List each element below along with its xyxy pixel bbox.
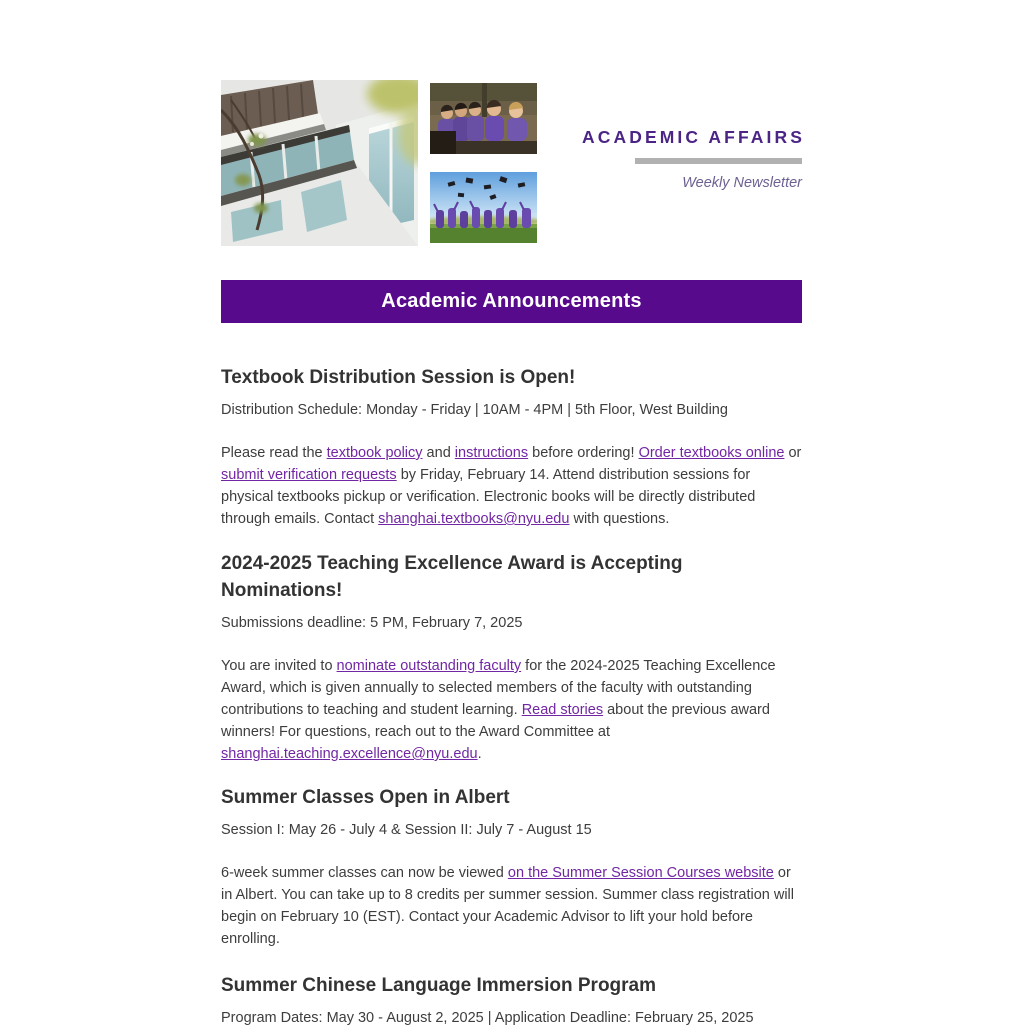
graduation-photo-art [430, 172, 537, 243]
section-meta: Program Dates: May 30 - August 2, 2025 | Application Deadline: February 25, 2025 [221, 1010, 754, 1026]
section-paragraph [221, 442, 802, 530]
brand-subtitle: Weekly Newsletter [682, 175, 802, 191]
inline-link[interactable]: shanghai.teaching.excellence@nyu.edu [221, 746, 478, 762]
section-heading: Textbook Distribution Session is Open! [221, 367, 576, 388]
text-segment: by Friday, February 14. Attend distribution sessions for physical textbooks pickup or verification. Electronic books will be directly distributed through emails. Contact [221, 467, 756, 527]
text-segment: 6-week summer classes can now be viewed [221, 865, 508, 881]
brand-block [540, 127, 805, 191]
brand-title: ACADEMIC AFFAIRS [582, 127, 805, 147]
inline-link[interactable]: Read stories [521, 702, 604, 718]
text-segment: . [477, 746, 482, 762]
text-segment: or in Albert. You can take up to 8 credits per summer session. Summer class registration will begin on February 10 (EST). Contact your Academic Advisor to lift your hold before enrolling. [221, 865, 795, 947]
text-segment: Please read the [221, 445, 327, 461]
inline-link[interactable]: instructions [454, 445, 529, 461]
students-photo-art [430, 83, 537, 154]
inline-link[interactable]: Order textbooks online [638, 445, 785, 461]
text-segment: with questions. [569, 511, 670, 527]
section-paragraph [221, 862, 802, 950]
inline-link[interactable]: shanghai.textbooks@nyu.edu [378, 511, 570, 527]
section-textbook-distribution [221, 364, 802, 530]
section-paragraph [221, 655, 802, 765]
building-photo-art [221, 80, 418, 246]
graduation-photo [430, 172, 537, 243]
inline-link[interactable]: textbook policy [326, 445, 423, 461]
inline-link[interactable]: on the Summer Session Courses website [507, 865, 774, 881]
section-heading: 2024-2025 Teaching Excellence Award is Accepting Nominations! [221, 553, 683, 601]
section-heading: Summer Chinese Language Immersion Program [221, 975, 657, 996]
section-meta: Session I: May 26 - July 4 & Session II: July 7 - August 15 [221, 822, 592, 838]
section-teaching-excellence-award [221, 550, 802, 765]
students-photo [430, 83, 537, 154]
text-segment: You are invited to [221, 658, 337, 674]
section-chinese-immersion [221, 972, 802, 1029]
text-segment: and [422, 445, 455, 461]
text-segment: before ordering! [528, 445, 639, 461]
text-segment: or [784, 445, 802, 461]
inline-link[interactable]: nominate outstanding faculty [336, 658, 522, 674]
brand-divider [635, 158, 802, 164]
section-meta: Distribution Schedule: Monday - Friday | 10AM - 4PM | 5th Floor, West Building [221, 402, 728, 418]
building-photo [221, 80, 418, 246]
announcements-banner [221, 280, 802, 323]
text-segment: about the previous award winners! For questions, reach out to the Award Committee at [221, 702, 770, 740]
banner-title: Academic Announcements [381, 290, 642, 312]
section-heading: Summer Classes Open in Albert [221, 787, 510, 808]
section-meta: Submissions deadline: 5 PM, February 7, 2025 [221, 615, 523, 631]
newsletter-content [221, 322, 802, 1029]
inline-link[interactable]: submit verification requests [221, 467, 397, 483]
section-summer-classes [221, 784, 802, 950]
text-segment: for the 2024-2025 Teaching Excellence Award, which is given annually to selected members of the faculty with outstanding contributions to teaching and student learning. [221, 658, 776, 718]
